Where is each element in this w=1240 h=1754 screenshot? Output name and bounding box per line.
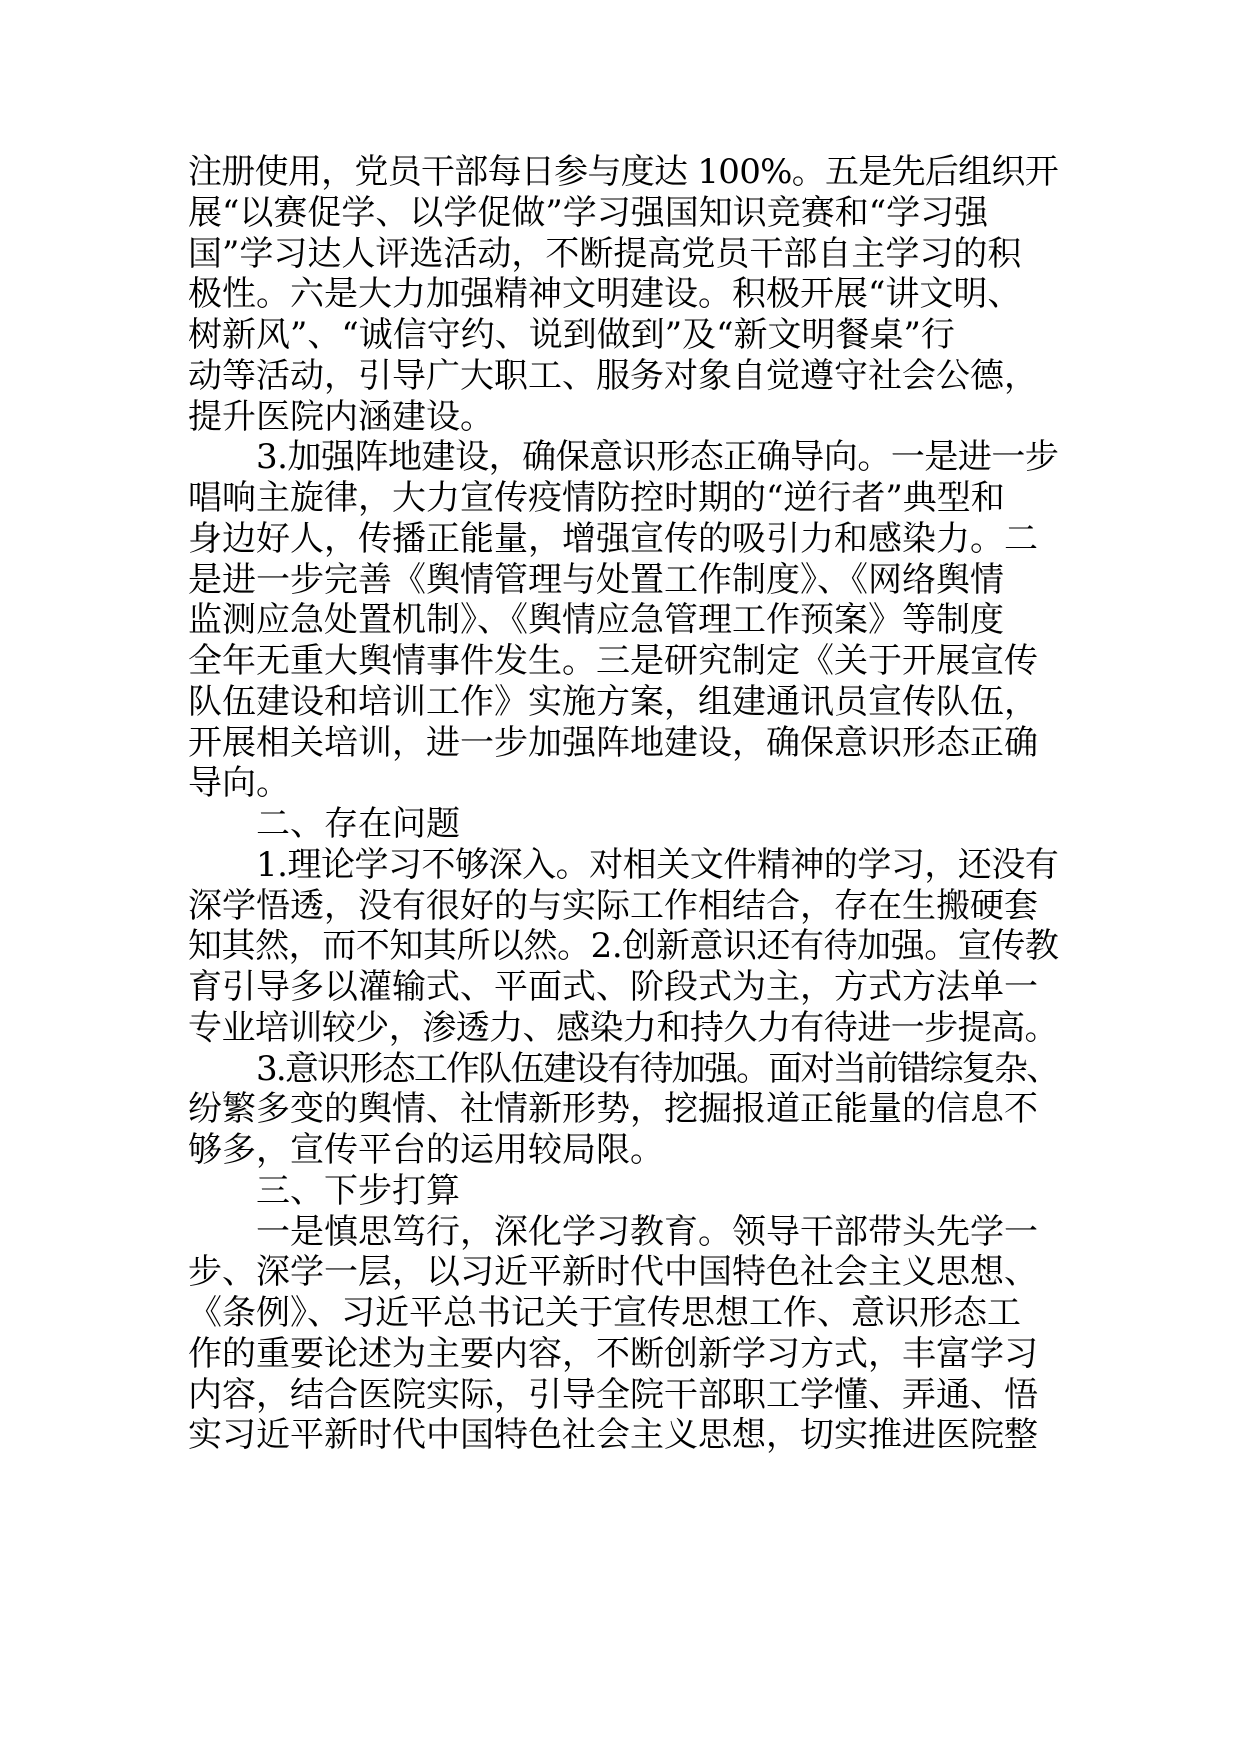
text-line: 《条例》、习近平总书记关于宣传思想工作、意识形态工 [188, 1293, 1021, 1333]
text-line: 身边好人，传播正能量，增强宣传的吸引力和感染力。二 [188, 518, 1038, 559]
text-line: 全年无重大舆情事件发生。三是研究制定《关于开展宣传 [188, 641, 1038, 681]
text-line: 育引导多以灌输式、平面式、阶段式为主，方式方法单一 [188, 967, 1038, 1007]
text-line: 二、存在问题 [256, 804, 460, 844]
text-line: 三、下步打算 [256, 1170, 460, 1211]
text-line: 一是慎思笃行，深化学习教育。领导干部带头先学一 [256, 1211, 1038, 1252]
body-text [188, 152, 1058, 1456]
text-line: 1.理论学习不够深入。对相关文件精神的学习，还没有 [256, 844, 1059, 885]
text-line: 提升医院内涵建设。 [188, 396, 494, 437]
text-line: 内容，结合医院实际，引导全院干部职工学懂、弄通、悟 [188, 1374, 1038, 1415]
text-line: 展“以赛促学、以学促做”学习强国知识竞赛和“学习强 [188, 192, 989, 233]
text-line: 纷繁多变的舆情、社情新形势，挖掘报道正能量的信息不 [188, 1089, 1038, 1130]
text-line: 是进一步完善《舆情管理与处置工作制度》、《网络舆情 [188, 559, 1004, 600]
text-line: 唱响主旋律，大力宣传疫情防控时期的“逆行者”典型和 [188, 478, 1005, 518]
text-line: 3.加强阵地建设，确保意识形态正确导向。一是进一步 [256, 437, 1059, 478]
text-line: 深学悟透，没有很好的与实际工作相结合，存在生搬硬套 [188, 885, 1038, 926]
text-line: 专业培训较少，渗透力、感染力和持久力有待进一步提高。 [188, 1007, 1058, 1048]
text-line: 动等活动，引导广大职工、服务对象自觉遵守社会公德， [188, 355, 1038, 396]
text-line: 极性。六是大力加强精神文明建设。积极开展“讲文明、 [188, 274, 1022, 315]
text-line: 树新风”、“诚信守约、说到做到”及“新文明餐桌”行 [188, 315, 955, 355]
text-line: 队伍建设和培训工作》实施方案，组建通讯员宣传队伍， [188, 681, 1038, 722]
text-line: 够多，宣传平台的运用较局限。 [188, 1130, 664, 1170]
text-line: 3.意识形态工作队伍建设有待加强。面对当前错综复杂、 [256, 1048, 1059, 1089]
text-line: 作的重要论述为主要内容，不断创新学习方式，丰富学习 [188, 1333, 1038, 1374]
text-line: 导向。 [188, 763, 290, 804]
text-line: 监测应急处置机制》、《舆情应急管理工作预案》等制度 [188, 600, 1004, 641]
text-line: 实习近平新时代中国特色社会主义思想，切实推进医院整 [188, 1415, 1038, 1456]
text-line: 注册使用，党员干部每日参与度达 100%。五是先后组织开 [188, 152, 1059, 192]
text-line: 国”学习达人评选活动，不断提高党员干部自主学习的积 [188, 233, 1022, 274]
text-line: 开展相关培训，进一步加强阵地建设，确保意识形态正确 [188, 722, 1038, 763]
text-line: 知其然，而不知其所以然。2.创新意识还有待加强。宣传教 [188, 926, 1059, 967]
text-line: 步、深学一层，以习近平新时代中国特色社会主义思想、 [188, 1252, 1038, 1293]
